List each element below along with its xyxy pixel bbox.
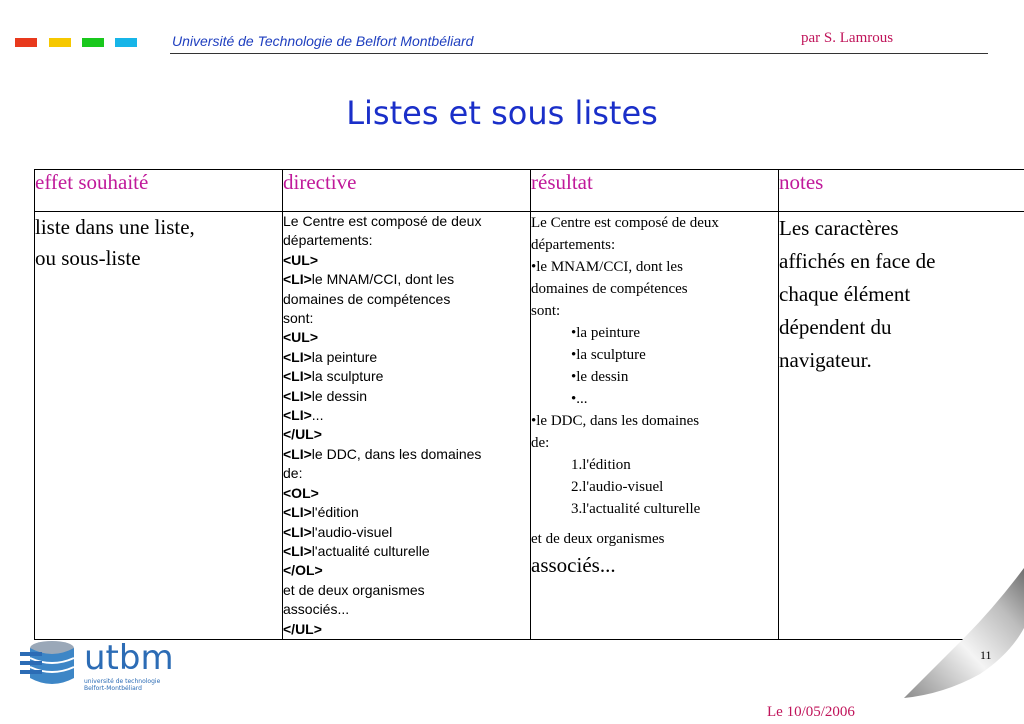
result-line: départements: bbox=[531, 237, 616, 253]
html-tag: </UL> bbox=[283, 426, 322, 443]
html-tag: <LI> bbox=[283, 542, 312, 559]
directive-text: Le Centre est composé de deux bbox=[283, 213, 482, 229]
directive-line bbox=[283, 425, 530, 444]
effect-line: ou sous-liste bbox=[35, 246, 141, 270]
directive-line bbox=[283, 348, 530, 367]
result-line: de: bbox=[531, 435, 550, 451]
university-name: Université de Technologie de Belfort Montbéliard bbox=[172, 33, 474, 49]
notes-line: chaque élément bbox=[779, 282, 911, 306]
result-line: 1.l'édition bbox=[571, 457, 631, 473]
effect-cell bbox=[35, 212, 283, 640]
directive-text: ... bbox=[311, 407, 324, 424]
logo-subtitle bbox=[84, 678, 160, 692]
directive-text: le MNAM/CCI, dont les bbox=[311, 271, 455, 288]
notes-line: affichés en face de bbox=[779, 249, 936, 273]
directive-text: associés... bbox=[283, 601, 350, 618]
directive-line bbox=[283, 270, 530, 289]
page-number: 11 bbox=[980, 648, 992, 662]
header-directive: directive bbox=[283, 170, 531, 212]
header-result: résultat bbox=[531, 170, 779, 212]
directive-line bbox=[283, 309, 530, 328]
directive-text: sont: bbox=[283, 310, 314, 327]
directive-line bbox=[283, 367, 530, 386]
notes-line: dépendent du bbox=[779, 315, 892, 339]
directive-line bbox=[283, 387, 530, 406]
result-line: •... bbox=[571, 391, 588, 407]
result-line: •le DDC, dans les domaines bbox=[531, 413, 700, 429]
html-tag: </OL> bbox=[283, 562, 323, 579]
html-tag: <LI> bbox=[283, 504, 312, 521]
logo-wordmark: utbm bbox=[84, 638, 174, 678]
directive-text: départements: bbox=[283, 232, 373, 249]
slide-title: Listes et sous listes bbox=[346, 94, 658, 132]
result-cell bbox=[531, 212, 779, 640]
result-line: associés... bbox=[531, 553, 616, 577]
directive-text: l'actualité culturelle bbox=[311, 542, 430, 559]
html-tag: <UL> bbox=[283, 329, 319, 346]
directive-line bbox=[283, 251, 530, 270]
directive-text: le DDC, dans les domaines bbox=[311, 445, 482, 462]
result-line: Le Centre est composé de deux bbox=[531, 215, 719, 231]
directive-text: de: bbox=[283, 465, 303, 482]
result-line: 3.l'actualité culturelle bbox=[571, 501, 701, 517]
directive-line bbox=[283, 231, 530, 250]
effect-line: liste dans une liste, bbox=[35, 215, 195, 239]
directive-line bbox=[283, 445, 530, 464]
result-line: •le dessin bbox=[571, 369, 629, 385]
table-row bbox=[35, 212, 1024, 640]
html-tag: <LI> bbox=[283, 368, 312, 385]
header-square-blue bbox=[115, 38, 137, 47]
logo-subtitle-line: université de technologie bbox=[84, 678, 161, 685]
notes-line: Les caractères bbox=[779, 216, 899, 240]
header-square-yellow bbox=[49, 38, 71, 47]
result-line: •la peinture bbox=[571, 325, 640, 341]
html-tag: <OL> bbox=[283, 484, 319, 501]
html-tag: <LI> bbox=[283, 445, 312, 462]
comparison-table bbox=[34, 169, 1024, 640]
directive-text: le dessin bbox=[311, 387, 368, 404]
html-tag: <LI> bbox=[283, 407, 312, 424]
directive-text: et de deux organismes bbox=[283, 581, 425, 598]
result-line: sont: bbox=[531, 303, 561, 319]
html-tag: </UL> bbox=[283, 620, 322, 637]
directive-text: l'audio-visuel bbox=[311, 523, 393, 540]
directive-line bbox=[283, 328, 530, 347]
html-tag: <UL> bbox=[283, 251, 319, 268]
slide-date: Le 10/05/2006 bbox=[767, 704, 855, 720]
header-rule bbox=[170, 53, 988, 54]
directive-line bbox=[283, 620, 530, 639]
directive-text: la sculpture bbox=[311, 368, 384, 385]
html-tag: <LI> bbox=[283, 348, 312, 365]
html-tag: <LI> bbox=[283, 387, 312, 404]
directive-line bbox=[283, 406, 530, 425]
header-notes: notes bbox=[779, 170, 1024, 212]
directive-line bbox=[283, 581, 530, 600]
page-curl-icon bbox=[884, 568, 1024, 708]
directive-text: l'édition bbox=[311, 504, 359, 521]
logo-subtitle-line: Belfort-Montbéliard bbox=[84, 685, 142, 692]
html-tag: <LI> bbox=[283, 271, 312, 288]
notes-line: navigateur. bbox=[779, 348, 872, 372]
directive-line bbox=[283, 600, 530, 619]
html-tag: <LI> bbox=[283, 523, 312, 540]
directive-line bbox=[283, 290, 530, 309]
directive-line bbox=[283, 212, 530, 231]
table-header-row bbox=[35, 170, 1024, 212]
directive-line bbox=[283, 464, 530, 483]
directive-cell bbox=[283, 212, 531, 640]
author-credit: par S. Lamrous bbox=[801, 30, 894, 46]
directive-line bbox=[283, 542, 530, 561]
result-line: •le MNAM/CCI, dont les bbox=[531, 259, 683, 275]
result-line: domaines de compétences bbox=[531, 281, 688, 297]
directive-line bbox=[283, 523, 530, 542]
header-square-red bbox=[15, 38, 37, 47]
directive-line bbox=[283, 484, 530, 503]
directive-text: domaines de compétences bbox=[283, 290, 451, 307]
result-line: •la sculpture bbox=[571, 347, 646, 363]
result-line: 2.l'audio-visuel bbox=[571, 479, 664, 495]
directive-text: la peinture bbox=[311, 348, 378, 365]
result-line: et de deux organismes bbox=[531, 531, 665, 547]
directive-line bbox=[283, 561, 530, 580]
directive-line bbox=[283, 503, 530, 522]
header-square-green bbox=[82, 38, 104, 47]
header-effect: effet souhaité bbox=[35, 170, 283, 212]
